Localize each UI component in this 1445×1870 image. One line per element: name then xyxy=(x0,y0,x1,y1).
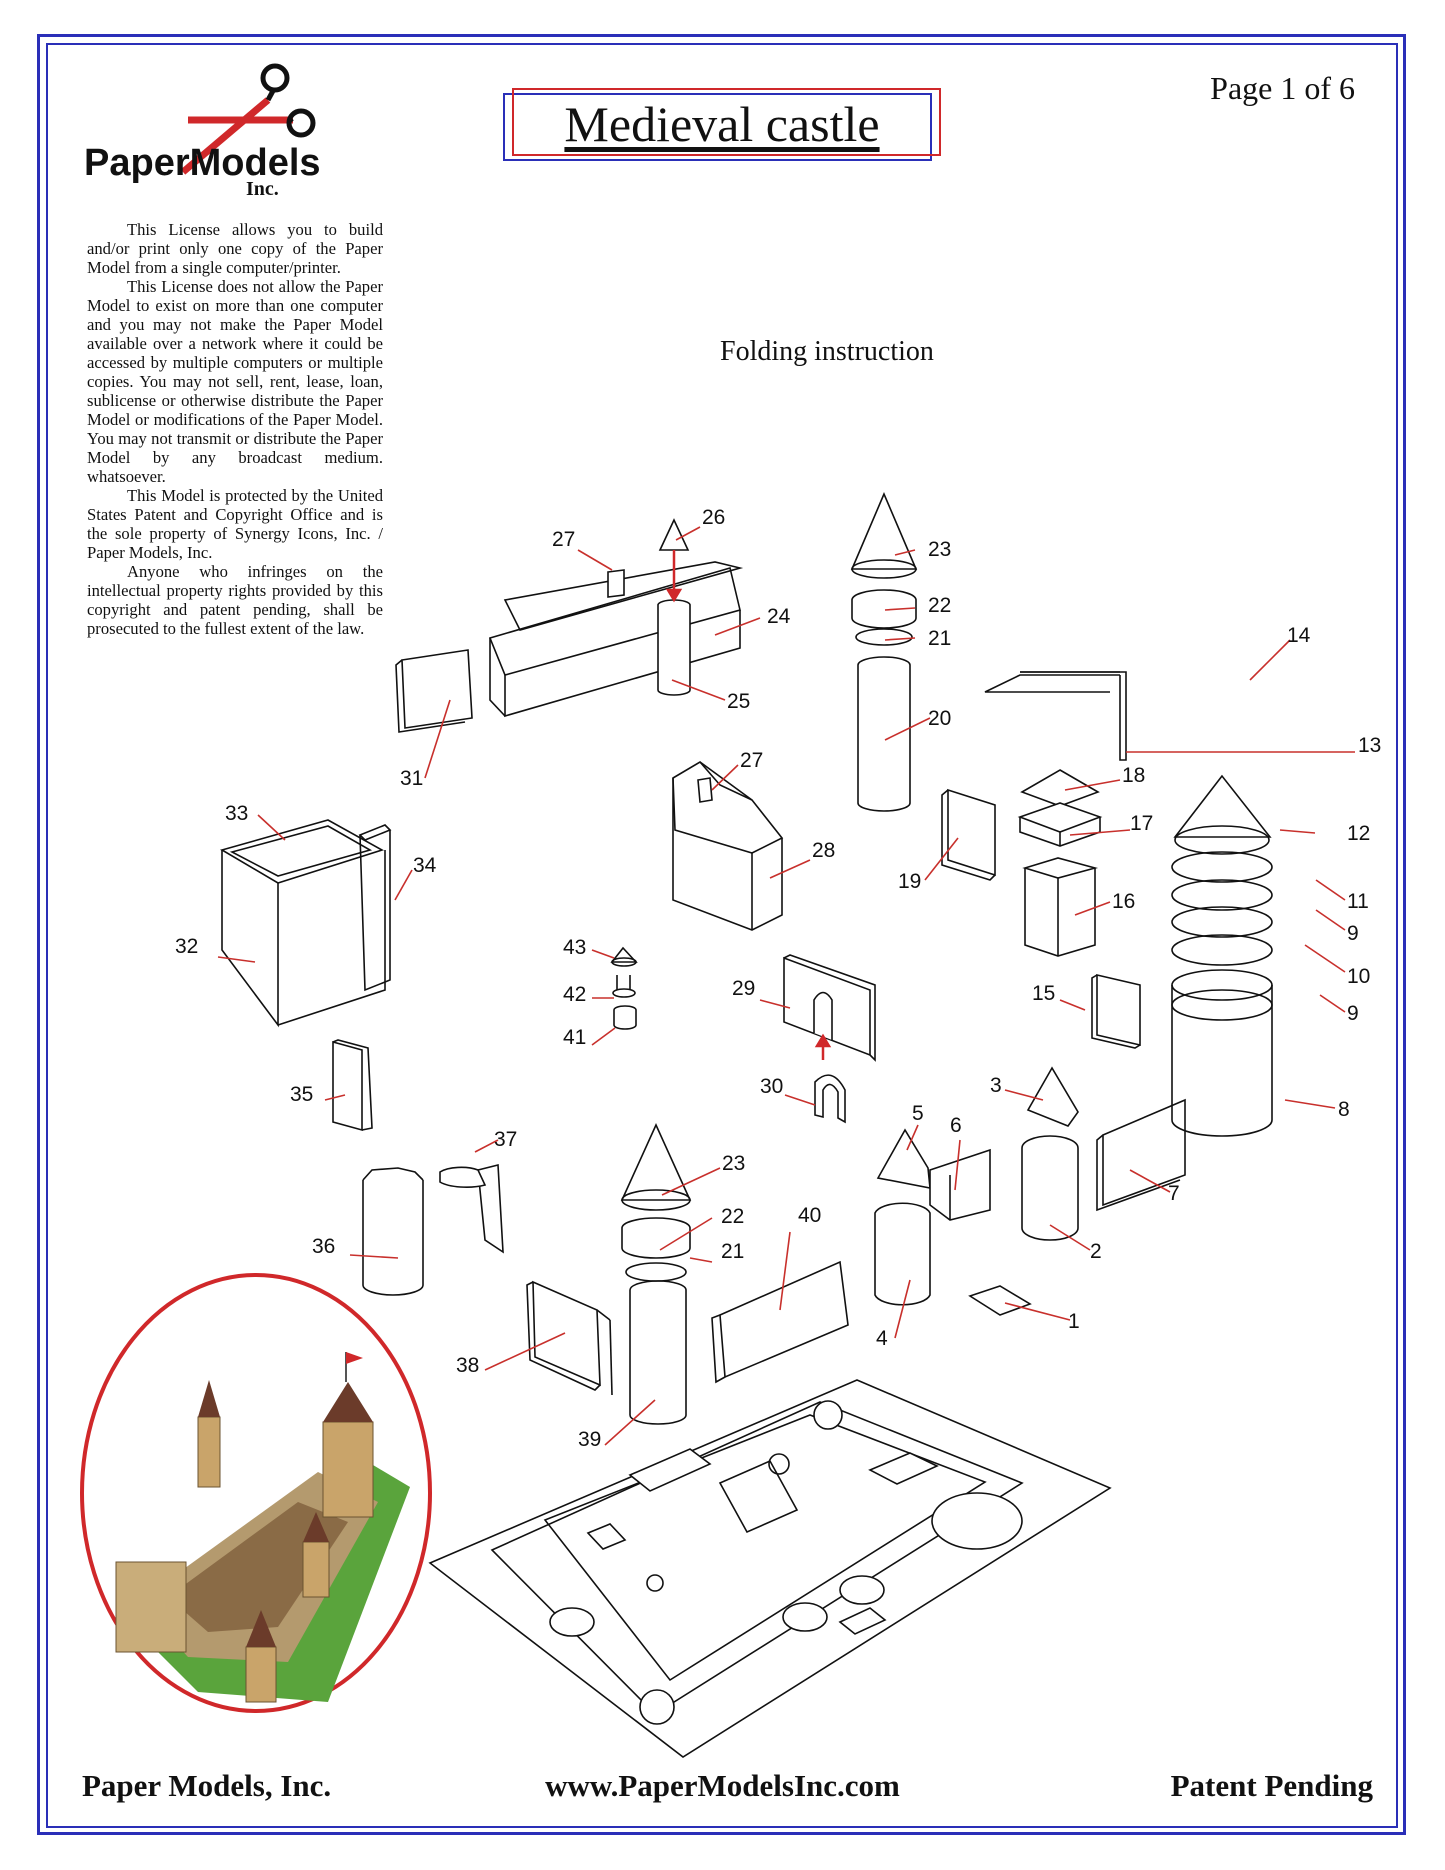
tile-1 xyxy=(970,1286,1030,1315)
bracket-14 xyxy=(985,672,1126,760)
part-label: 10 xyxy=(1347,965,1371,988)
part-label: 27 xyxy=(740,749,764,772)
house-28 xyxy=(673,762,782,930)
part-label: 22 xyxy=(928,594,952,617)
part-label: 43 xyxy=(563,936,587,959)
tower-8 xyxy=(1172,776,1272,1136)
part-label: 23 xyxy=(722,1152,746,1175)
part-label: 28 xyxy=(812,839,836,862)
long-building-24 xyxy=(490,520,740,716)
part-label: 22 xyxy=(721,1205,745,1228)
part-label: 42 xyxy=(563,983,587,1006)
part-label: 7 xyxy=(1168,1182,1180,1205)
tower-4 xyxy=(875,1130,990,1305)
gate-29 xyxy=(784,955,875,1122)
page-subtitle: Folding instruction xyxy=(720,336,934,367)
part-label: 1 xyxy=(1068,1310,1080,1333)
part-label: 14 xyxy=(1287,624,1311,647)
footer-patent: Patent Pending xyxy=(1170,1768,1373,1803)
part-label: 31 xyxy=(400,767,424,790)
part-label: 9 xyxy=(1347,922,1359,945)
part-label: 37 xyxy=(494,1128,518,1151)
footer-company: Paper Models, Inc. xyxy=(82,1768,332,1803)
license-paragraph: Anyone who infringes on the intellectual property rights provided by this copyright and patent pending, shall be prosecuted to the fullest extent of the law. xyxy=(87,562,383,638)
page-title: Medieval castle xyxy=(564,96,880,152)
part-label: 16 xyxy=(1112,890,1136,913)
part-label: 34 xyxy=(413,854,437,877)
wall-15 xyxy=(1092,975,1140,1048)
tower-39 xyxy=(622,1125,690,1424)
wall-35 xyxy=(333,1040,372,1130)
logo-wordmark: PaperModels xyxy=(84,142,321,184)
finished-model-photo xyxy=(78,1272,434,1714)
part-label: 21 xyxy=(928,627,952,650)
license-paragraph: This Model is protected by the United States Patent and Copyright Office and is the sole property of Synergy Icons, Inc. / Paper Models, Inc. xyxy=(87,486,383,562)
part-label: 41 xyxy=(563,1026,587,1049)
part-label: 33 xyxy=(225,802,249,825)
part-label: 3 xyxy=(990,1074,1002,1097)
wall-38 xyxy=(527,1282,612,1395)
part-label: 19 xyxy=(898,870,922,893)
part-label: 36 xyxy=(312,1235,336,1258)
tower-16 xyxy=(1020,770,1100,956)
base-plate xyxy=(430,1380,1110,1757)
part-label: 24 xyxy=(767,605,791,628)
wall-40 xyxy=(712,1262,848,1382)
wall-19 xyxy=(942,790,995,880)
part-label: 9 xyxy=(1347,1002,1359,1025)
part-label: 12 xyxy=(1347,822,1371,845)
wall-31 xyxy=(396,650,472,732)
part-label: 38 xyxy=(456,1354,480,1377)
part-label: 30 xyxy=(760,1075,784,1098)
part-label: 5 xyxy=(912,1102,924,1125)
page-number: Page 1 of 6 xyxy=(1210,70,1355,106)
part-label: 15 xyxy=(1032,982,1056,1005)
tower-2 xyxy=(1022,1068,1078,1240)
part-label: 29 xyxy=(732,977,756,1000)
turret-41 xyxy=(612,948,636,1029)
part-label: 8 xyxy=(1338,1098,1350,1121)
part-label: 32 xyxy=(175,935,199,958)
part-label: 23 xyxy=(928,538,952,561)
license-paragraph: This License does not allow the Paper Model to exist on more than one computer and you may not make the Paper Model available over a network where it could be accessed by multiple computers or multiple copies. You may not sell, rent, lease, loan, sublicense or otherwise distribute the Paper Model or modifications of the Paper Model. You may not transmit or distribute the Paper Model by any broadcast medium. whatsoever. xyxy=(87,277,383,486)
part-label: 13 xyxy=(1358,734,1382,757)
logo-suffix: Inc. xyxy=(246,178,279,200)
part-label: 4 xyxy=(876,1327,888,1350)
footer-website[interactable]: www.PaperModelsInc.com xyxy=(545,1768,900,1803)
part-label: 21 xyxy=(721,1240,745,1263)
part-label: 17 xyxy=(1130,812,1154,835)
part-label: 40 xyxy=(798,1204,822,1227)
part-label: 20 xyxy=(928,707,952,730)
license-paragraph: This License allows you to build and/or print only one copy of the Paper Model from a single computer/printer. xyxy=(87,220,383,277)
tower-20 xyxy=(852,494,916,811)
part-label: 11 xyxy=(1347,890,1369,913)
keep-32 xyxy=(222,820,390,1025)
part-label: 6 xyxy=(950,1114,962,1137)
part-label: 39 xyxy=(578,1428,602,1451)
part-label: 25 xyxy=(727,690,751,713)
part-label: 27 xyxy=(552,528,576,551)
part-label: 18 xyxy=(1122,764,1146,787)
part-label: 2 xyxy=(1090,1240,1102,1263)
part-label: 26 xyxy=(702,506,726,529)
part-label: 35 xyxy=(290,1083,314,1106)
